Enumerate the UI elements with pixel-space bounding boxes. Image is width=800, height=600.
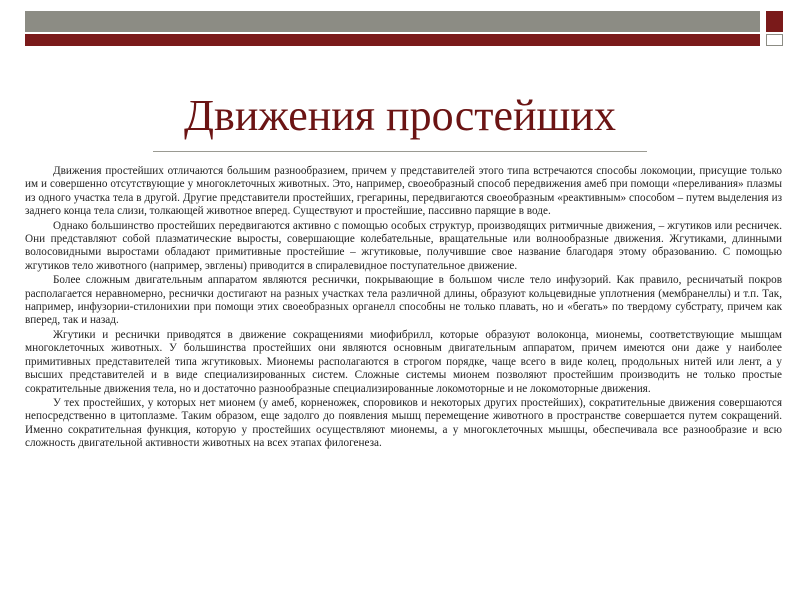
slide-title: Движения простейших — [184, 91, 616, 140]
paragraph: У тех простейших, у которых нет мионем (у амеб, корненожек, споровиков и некоторых других простейших), сократительные движения совершаются непосредственно в цитоплазме. Таким образом, еще задолго до появления мышц перемещение животного в пространстве совершается путем сокращений. Именно сократительная функция, которую у простейших осуществляют мионемы, а у многоклеточных мышцы, обеспечивала все разнообразие и всю сложность двигательной активности животных на всех этапах филогенеза. — [25, 396, 782, 450]
paragraph: Движения простейших отличаются большим разнообразием, причем у представителей этого типа встречаются способы локомоции, присущие только им и совершенно отсутствующие у многоклеточных животных. Это, например, своеобразный способ передвижения амеб при помощи «переливания» плазмы из одного участка тела в другой. Другие представители простейших, грегарины, передвигаются своеобразным «реактивным» способом – путем выделения из заднего конца тела слизи, толкающей животное вперед. Существуют и простейшие, пассивно парящие в воде. — [25, 165, 782, 218]
paragraph: Жгутики и реснички приводятся в движение сокращениями миофибрилл, которые образуют волоконца, мионемы, соответствующие мышцам многоклеточных животных. У большинства простейших они являются основным двигательным аппаратом, причем имеются они даже у наиболее примитивных представителей типа жгутиковых. Мионемы располагаются в строгом порядке, чаще всего в виде колец, продольных нитей или лент, а у высших представителей и в виде специализированных систем. Сложные системы мионем позволяют простейшим производить не только простые сократительные движения тела, но и достаточно разнообразные специализированные локомоторные и не локомоторные движения. — [25, 328, 782, 395]
header-red-bar — [25, 34, 760, 46]
title-underline — [153, 151, 647, 152]
paragraph: Более сложным двигательным аппаратом являются реснички, покрывающие в большом числе тело инфузорий. Как правило, ресничатый покров располагается неравномерно, реснички достигают на разных участках тела различной длины, образуют кольцевидные уплотнения (мембранеллы) и т.п. Так, например, инфузории-стилонихии при помощи этих своеобразных органелл способны не только плавать, но и «бегать» по твердому субстрату, причем как вперед, так и назад. — [25, 274, 782, 327]
header-gray-bar — [25, 11, 760, 32]
header-outline-square — [766, 34, 783, 46]
header-red-square — [766, 11, 783, 32]
slide-body — [25, 165, 782, 452]
paragraph: Однако большинство простейших передвигаются активно с помощью особых структур, производящих ритмичные движения, – жгутиков или ресничек. Они представляют собой плазматические выросты, совершающие колебательные, вращательные или волнообразные движения. Жгутиками, длинными волосовидными выростами обладают примитивные простейшие – жгутиковые, получившие свое название благодаря этому образованию. С помощью жгутиков тело животного (например, эвглены) приводится в спиралевидное поступательное движение. — [25, 219, 782, 272]
